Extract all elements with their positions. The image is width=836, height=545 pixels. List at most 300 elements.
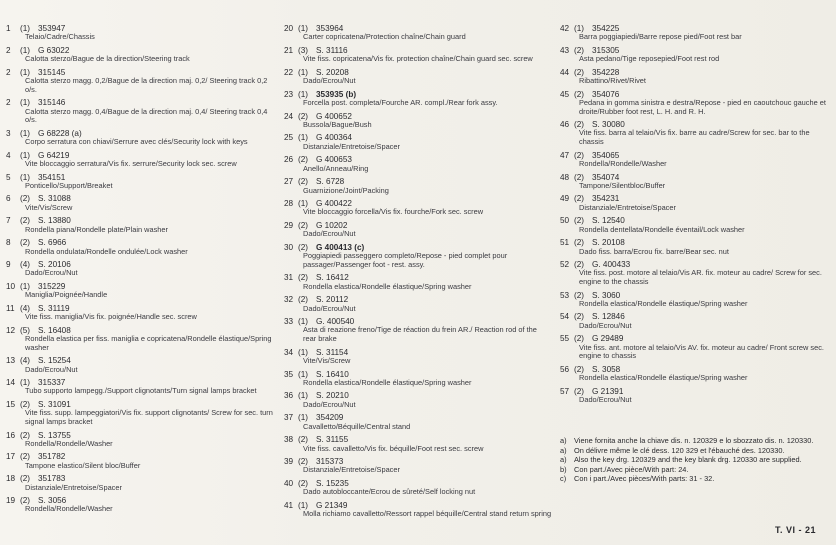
part-number: 4 xyxy=(6,150,11,160)
part-code: 354231 xyxy=(592,194,620,204)
part-description: Guarnizione/Joint/Packing xyxy=(303,185,389,195)
part-number: 6 xyxy=(6,194,11,204)
part-code: G 68228 (a) xyxy=(38,128,82,138)
part-code: S. 31154 xyxy=(316,347,349,357)
part-description: Vite fiss. cavalletto/Vis fix. béquille/Foot rest sec. screw xyxy=(303,443,484,453)
part-number: 52 xyxy=(560,260,570,270)
part-code: G 21349 xyxy=(316,500,348,510)
part-entry xyxy=(284,413,552,431)
part-quantity: (2) xyxy=(574,312,585,322)
part-code: 353935 (b) xyxy=(316,89,357,99)
part-code: 315145 xyxy=(38,67,66,77)
part-number: 45 xyxy=(560,89,570,99)
part-code: G 400364 xyxy=(316,133,352,143)
part-quantity: (1) xyxy=(298,391,309,401)
part-description: Distanziale/Entretoise/Spacer xyxy=(25,482,122,492)
part-entry xyxy=(284,317,552,343)
part-entry xyxy=(284,133,552,151)
footnote-text: Con part./Avec pièce/With part: 24. xyxy=(574,464,689,474)
part-entry xyxy=(6,260,276,278)
part-quantity: (1) xyxy=(298,89,309,99)
part-number: 51 xyxy=(560,238,570,248)
part-description: Rondella elastica/Rondelle élastique/Spring washer xyxy=(303,281,472,291)
part-entry xyxy=(284,155,552,173)
footnote-text: Con i part./Avec pièces/With parts: 31 - 32. xyxy=(574,474,715,484)
part-description: Dado/Ecrou/Nut xyxy=(579,395,632,405)
part-quantity: (1) xyxy=(20,128,31,138)
part-description: Dado autobloccante/Ecrou de sûreté/Self locking nut xyxy=(303,487,476,497)
part-code: 354076 xyxy=(592,89,620,99)
part-code: S. 16410 xyxy=(316,369,349,379)
part-number: 47 xyxy=(560,150,570,160)
part-entry xyxy=(284,243,552,269)
part-number: 5 xyxy=(6,172,11,182)
part-description: Rondella/Rondelle/Washer xyxy=(25,438,113,448)
footnote-text: On délivre même le clé dess. 120 329 et l'ébauché des. 120330. xyxy=(574,445,785,455)
part-number: 17 xyxy=(6,452,16,462)
part-quantity: (2) xyxy=(574,89,585,99)
part-number: 28 xyxy=(284,199,294,209)
footnote-text: Viene fornita anche la chiave dis. n. 120329 e lo sbozzato dis. n. 120330. xyxy=(574,436,814,445)
part-entry xyxy=(284,479,552,497)
part-description: Corpo serratura con chiavi/Serrure avec clés/Security lock with keys xyxy=(25,137,248,147)
part-quantity: (4) xyxy=(20,356,31,366)
part-quantity: (2) xyxy=(298,273,309,283)
part-entry xyxy=(284,68,552,86)
part-description: Poggiapiedi passeggero completo/Repose - pied complet pour passager/Passenger foot - rest. assy. xyxy=(303,251,508,269)
part-description: Vite fiss. barra al telaio/Vis fix. barre au cadre/Screw for sec. bar to the chassis xyxy=(579,128,810,147)
part-quantity: (2) xyxy=(574,260,585,270)
part-description: Rondella piana/Rondelle plate/Plain washer xyxy=(25,224,168,234)
part-code: 353947 xyxy=(38,24,66,33)
part-code: S. 31091 xyxy=(38,400,71,410)
part-code: 315146 xyxy=(38,98,66,108)
part-code: 354225 xyxy=(592,24,620,33)
part-number: 26 xyxy=(284,155,294,165)
part-quantity: (2) xyxy=(574,364,585,374)
part-quantity: (4) xyxy=(20,260,31,270)
part-entry xyxy=(6,194,276,212)
part-code: S. 31155 xyxy=(316,435,349,445)
part-code: 315229 xyxy=(38,281,66,291)
part-code: S. 15254 xyxy=(38,356,71,366)
part-description: Calotta sterzo magg. 0,4/Bague de la direction maj. 0,4/ Steering track 0,4 o/s. xyxy=(25,106,268,125)
part-code: 354151 xyxy=(38,172,66,182)
part-number: 55 xyxy=(560,334,570,344)
part-entry xyxy=(284,112,552,130)
part-quantity: (2) xyxy=(298,177,309,187)
part-number: 50 xyxy=(560,216,570,226)
part-description: Calotta sterzo magg. 0,2/Bague de la direction maj. 0,2/ Steering track 0,2 o/s. xyxy=(25,76,268,94)
part-entry xyxy=(284,501,552,519)
part-quantity: (2) xyxy=(298,435,309,445)
part-entry xyxy=(6,129,276,147)
part-description: Dado/Ecrou/Nut xyxy=(25,268,78,278)
part-description: Forcella post. completa/Fourche AR. compl./Rear fork assy. xyxy=(303,97,498,107)
footnote xyxy=(560,447,830,456)
part-description: Rondella elastica/Rondelle élastique/Spring washer xyxy=(579,298,748,308)
part-description: Asta pedano/Tige reposepied/Foot rest rod xyxy=(579,54,720,64)
part-number: 35 xyxy=(284,369,294,379)
part-code: G. 400540 xyxy=(316,317,355,327)
part-description: Dado/Ecrou/Nut xyxy=(303,399,356,409)
part-entry xyxy=(6,356,276,374)
part-number: 56 xyxy=(560,364,570,374)
part-entry xyxy=(284,221,552,239)
part-quantity: (2) xyxy=(298,221,309,231)
part-quantity: (2) xyxy=(20,452,31,462)
part-description: Telaio/Cadre/Chassis xyxy=(25,32,95,42)
part-code: S. 30080 xyxy=(592,120,625,130)
part-description: Vite fiss. copricatena/Vis fix. protection chaîne/Chain guard sec. screw xyxy=(303,54,533,64)
part-code: S. 31116 xyxy=(316,45,348,55)
part-description: Dado/Ecrou/Nut xyxy=(303,229,356,239)
part-description: Rondella/Rondelle/Washer xyxy=(25,504,113,514)
part-number: 13 xyxy=(6,356,16,366)
part-entry xyxy=(560,46,830,64)
part-description: Dado/Ecrou/Nut xyxy=(579,320,632,330)
part-quantity: (1) xyxy=(20,45,31,55)
part-number: 9 xyxy=(6,260,11,270)
part-entry xyxy=(6,496,276,514)
part-number: 15 xyxy=(6,400,16,410)
part-quantity: (3) xyxy=(298,45,309,55)
part-code: G 21391 xyxy=(592,386,624,396)
part-description: Bussola/Bague/Bush xyxy=(303,119,372,129)
part-code: S. 16412 xyxy=(316,273,349,283)
part-quantity: (1) xyxy=(20,98,31,108)
footnotes xyxy=(560,437,830,485)
part-entry xyxy=(284,457,552,475)
part-number: 49 xyxy=(560,194,570,204)
part-entry xyxy=(6,98,276,124)
part-entry xyxy=(560,120,830,146)
part-description: Cavalletto/Béquille/Central stand xyxy=(303,421,411,431)
part-quantity: (1) xyxy=(20,67,31,77)
part-code: 351782 xyxy=(38,452,66,462)
part-number: 7 xyxy=(6,216,11,226)
part-quantity: (2) xyxy=(574,216,585,226)
part-number: 32 xyxy=(284,295,294,305)
part-quantity: (2) xyxy=(20,194,31,204)
part-code: S. 12846 xyxy=(592,312,625,322)
part-description: Vite fiss. post. motore al telaio/Vis AR. fix. moteur au cadre/ Screw for sec. engine to the chassis xyxy=(579,268,822,286)
footnote-label: a) xyxy=(560,445,567,455)
part-description: Rondella ondulata/Rondelle ondulée/Lock washer xyxy=(25,246,188,256)
part-number: 54 xyxy=(560,312,570,322)
part-entry xyxy=(284,391,552,409)
part-description: Rondella elastica/Rondelle élastique/Spring washer xyxy=(303,377,472,387)
part-quantity: (5) xyxy=(20,325,31,335)
part-quantity: (2) xyxy=(20,474,31,484)
part-description: Vite fiss. maniglia/Vis fix. poignée/Handle sec. screw xyxy=(25,312,197,322)
part-entry xyxy=(560,260,830,286)
part-code: G 400653 xyxy=(316,155,352,165)
part-entry xyxy=(284,273,552,291)
part-code: 351783 xyxy=(38,474,66,484)
part-code: S. 20208 xyxy=(316,67,349,77)
part-number: 40 xyxy=(284,479,294,488)
part-quantity: (2) xyxy=(574,150,585,160)
part-entry xyxy=(6,304,276,322)
part-code: S. 3058 xyxy=(592,364,621,374)
part-description: Calotta sterzo/Bague de la direction/Steering track xyxy=(25,54,190,64)
part-number: 37 xyxy=(284,413,294,423)
part-number: 53 xyxy=(560,290,570,300)
part-description: Vite bloccaggio serratura/Vis fix. serrure/Security lock sec. screw xyxy=(25,158,237,168)
part-entry xyxy=(560,173,830,191)
part-number: 27 xyxy=(284,177,294,187)
part-number: 11 xyxy=(6,303,15,313)
part-number: 41 xyxy=(284,500,294,510)
part-number: 29 xyxy=(284,221,294,231)
part-quantity: (1) xyxy=(20,172,31,182)
part-quantity: (1) xyxy=(20,281,31,291)
footnote xyxy=(560,456,830,465)
part-quantity: (2) xyxy=(20,400,31,410)
part-description: Maniglia/Poignée/Handle xyxy=(25,290,108,300)
part-description: Barra poggiapiedi/Barre repose pied/Foot rest bar xyxy=(579,32,742,42)
part-code: S. 12540 xyxy=(592,216,625,226)
part-entry xyxy=(560,68,830,86)
part-code: S. 20210 xyxy=(316,391,349,401)
part-description: Tubo supporto lampegg./Support clignotants/Turn signal lamps bracket xyxy=(25,386,257,396)
part-entry xyxy=(6,326,276,352)
part-quantity: (2) xyxy=(574,334,585,344)
part-code: 354074 xyxy=(592,172,620,182)
part-description: Distanziale/Entretoise/Spacer xyxy=(303,141,400,151)
part-quantity: (4) xyxy=(20,303,31,313)
part-quantity: (2) xyxy=(574,290,585,300)
part-quantity: (1) xyxy=(298,67,309,77)
part-code: G 400422 xyxy=(316,199,352,209)
part-number: 30 xyxy=(284,242,294,252)
part-description: Vite fiss. supp. lampeggiatori/Vis fix. support clignotants/ Screw for sec. turn signal lamps bracket xyxy=(25,408,273,426)
part-description: Dado/Ecrou/Nut xyxy=(25,364,78,374)
part-entry xyxy=(6,46,276,64)
part-entry xyxy=(560,387,830,405)
part-code: G 63022 xyxy=(38,45,70,55)
part-number: 31 xyxy=(284,273,294,283)
part-quantity: (2) xyxy=(20,216,31,226)
part-quantity: (2) xyxy=(574,194,585,204)
part-entry xyxy=(284,199,552,217)
parts-column-2 xyxy=(284,24,552,523)
part-entry xyxy=(6,216,276,234)
footnote xyxy=(560,466,830,475)
part-number: 24 xyxy=(284,111,294,121)
page-label: T. VI - 21 xyxy=(774,525,816,535)
part-number: 22 xyxy=(284,67,294,77)
part-entry xyxy=(560,24,830,42)
part-number: 42 xyxy=(560,24,570,33)
part-number: 8 xyxy=(6,238,11,248)
part-number: 16 xyxy=(6,430,16,440)
part-code: S. 13880 xyxy=(38,216,71,226)
footnote-label: c) xyxy=(560,474,567,484)
part-number: 25 xyxy=(284,133,294,143)
part-entry xyxy=(284,348,552,366)
part-quantity: (1) xyxy=(298,24,309,33)
part-number: 12 xyxy=(6,325,16,335)
part-number: 39 xyxy=(284,457,294,467)
part-quantity: (1) xyxy=(298,133,309,143)
part-quantity: (2) xyxy=(574,45,585,55)
part-code: S. 6966 xyxy=(38,238,67,248)
part-quantity: (2) xyxy=(574,67,585,77)
part-number: 2 xyxy=(6,45,11,55)
part-number: 14 xyxy=(6,378,16,388)
part-quantity: (2) xyxy=(298,111,309,121)
part-code: 315373 xyxy=(316,457,344,467)
parts-column-3 xyxy=(560,24,830,409)
part-number: 10 xyxy=(6,281,16,291)
part-quantity: (1) xyxy=(298,369,309,379)
part-number: 43 xyxy=(560,45,570,55)
part-quantity: (2) xyxy=(20,430,31,440)
part-quantity: (2) xyxy=(298,295,309,305)
part-number: 46 xyxy=(560,120,570,130)
part-quantity: (1) xyxy=(20,378,31,388)
part-entry xyxy=(6,173,276,191)
part-entry xyxy=(560,151,830,169)
footnote-label: a) xyxy=(560,455,567,465)
part-quantity: (1) xyxy=(298,317,309,327)
part-entry xyxy=(560,334,830,360)
footnote-label: a) xyxy=(560,436,567,445)
part-quantity: (2) xyxy=(298,479,309,488)
part-entry xyxy=(6,378,276,396)
part-code: G 400652 xyxy=(316,111,352,121)
part-code: G 29489 xyxy=(592,334,624,344)
part-code: S. 20112 xyxy=(316,295,349,305)
part-code: S. 20108 xyxy=(592,238,625,248)
part-description: Tampone/Silentbloc/Buffer xyxy=(579,180,666,190)
part-description: Dado/Ecrou/Nut xyxy=(303,76,356,86)
part-description: Dado fiss. barra/Ecrou fix. barre/Bear sec. nut xyxy=(579,246,729,256)
part-number: 19 xyxy=(6,496,16,506)
footnote-label: b) xyxy=(560,464,567,474)
part-code: G. 400433 xyxy=(592,260,631,270)
part-number: 34 xyxy=(284,347,294,357)
part-entry xyxy=(6,68,276,94)
part-number: 33 xyxy=(284,317,294,327)
part-description: Molla richiamo cavalletto/Ressort rappel béquille/Central stand return spring xyxy=(303,509,552,519)
part-entry xyxy=(6,282,276,300)
part-code: 354209 xyxy=(316,413,344,423)
part-number: 38 xyxy=(284,435,294,445)
part-entry xyxy=(6,474,276,492)
part-entry xyxy=(284,90,552,108)
part-number: 44 xyxy=(560,67,570,77)
part-code: G 64219 xyxy=(38,150,70,160)
part-entry xyxy=(560,216,830,234)
part-entry xyxy=(6,452,276,470)
part-entry xyxy=(560,90,830,116)
part-code: 354228 xyxy=(592,67,620,77)
part-description: Vite fiss. ant. motore al telaio/Vis AV. fix. moteur au cadre/ Front screw sec. engine to chassis xyxy=(579,342,824,361)
part-entry xyxy=(6,151,276,169)
part-quantity: (1) xyxy=(298,347,309,357)
part-code: S. 16408 xyxy=(38,325,71,335)
part-description: Carter copricatena/Protection chaîne/Chain guard xyxy=(303,32,466,42)
part-entry xyxy=(284,435,552,453)
part-code: 315337 xyxy=(38,378,66,388)
part-quantity: (1) xyxy=(298,413,309,423)
part-quantity: (1) xyxy=(298,199,309,209)
part-description: Ponticello/Support/Breaket xyxy=(25,180,113,190)
part-code: S. 13755 xyxy=(38,430,71,440)
part-code: 354065 xyxy=(592,150,620,160)
part-number: 2 xyxy=(6,98,11,108)
part-code: G 10202 xyxy=(316,221,348,231)
part-entry xyxy=(284,177,552,195)
part-entry xyxy=(560,312,830,330)
part-description: Distanziale/Entretoise/Spacer xyxy=(579,202,676,212)
footnote xyxy=(560,475,830,484)
part-description: Tampone elastico/Silent bloc/Buffer xyxy=(25,460,141,470)
part-description: Pedana in gomma sinistra e destra/Repose - pied en caoutchouc gauche et droite/Rubber foot rest, L. H. and R. H. xyxy=(579,97,826,116)
part-code: S. 31119 xyxy=(38,303,70,313)
part-quantity: (2) xyxy=(574,386,585,396)
part-quantity: (2) xyxy=(20,238,31,248)
part-quantity: (1) xyxy=(574,24,585,33)
part-description: Ribattino/Rivet/Rivet xyxy=(579,76,646,86)
part-entry xyxy=(560,238,830,256)
part-entry xyxy=(6,400,276,426)
part-number: 18 xyxy=(6,474,16,484)
part-quantity: (2) xyxy=(574,120,585,130)
part-quantity: (1) xyxy=(298,500,309,510)
part-description: Asta di reazione freno/Tige de réaction du frein AR./ Reaction rod of the rear brake xyxy=(303,325,537,344)
part-code: S. 31088 xyxy=(38,194,71,204)
part-number: 21 xyxy=(284,45,294,55)
parts-column-1 xyxy=(6,24,276,518)
part-code: S. 3060 xyxy=(592,290,621,300)
part-number: 2 xyxy=(6,67,11,77)
part-code: S. 20106 xyxy=(38,260,71,270)
part-quantity: (2) xyxy=(574,172,585,182)
part-description: Vite bloccaggio forcella/Vis fix. fourche/Fork sec. screw xyxy=(303,207,484,217)
part-quantity: (1) xyxy=(20,150,31,160)
part-quantity: (2) xyxy=(574,238,585,248)
part-quantity: (2) xyxy=(298,155,309,165)
part-code: S. 6728 xyxy=(316,177,345,187)
footnote xyxy=(560,437,830,446)
part-description: Rondella/Rondelle/Washer xyxy=(579,158,667,168)
part-number: 3 xyxy=(6,128,11,138)
part-description: Anello/Anneau/Ring xyxy=(303,163,369,173)
part-quantity: (2) xyxy=(298,242,309,252)
part-entry xyxy=(284,46,552,64)
part-number: 57 xyxy=(560,386,570,396)
part-description: Vite/Vis/Screw xyxy=(303,355,351,365)
part-quantity: (2) xyxy=(298,457,309,467)
part-code: 315305 xyxy=(592,45,620,55)
part-entry xyxy=(6,431,276,449)
part-description: Dado/Ecrou/Nut xyxy=(303,303,356,313)
part-entry xyxy=(284,370,552,388)
part-number: 48 xyxy=(560,172,570,182)
part-entry xyxy=(560,194,830,212)
part-code: G 400413 (c) xyxy=(316,242,365,252)
part-entry xyxy=(284,24,552,42)
part-entry xyxy=(560,365,830,383)
part-number: 36 xyxy=(284,391,294,401)
footnote-text: Also the key drg. 120329 and the key blank drg. 120330 are supplied. xyxy=(574,455,802,465)
part-entry xyxy=(6,238,276,256)
part-code: S. 3056 xyxy=(38,496,67,506)
